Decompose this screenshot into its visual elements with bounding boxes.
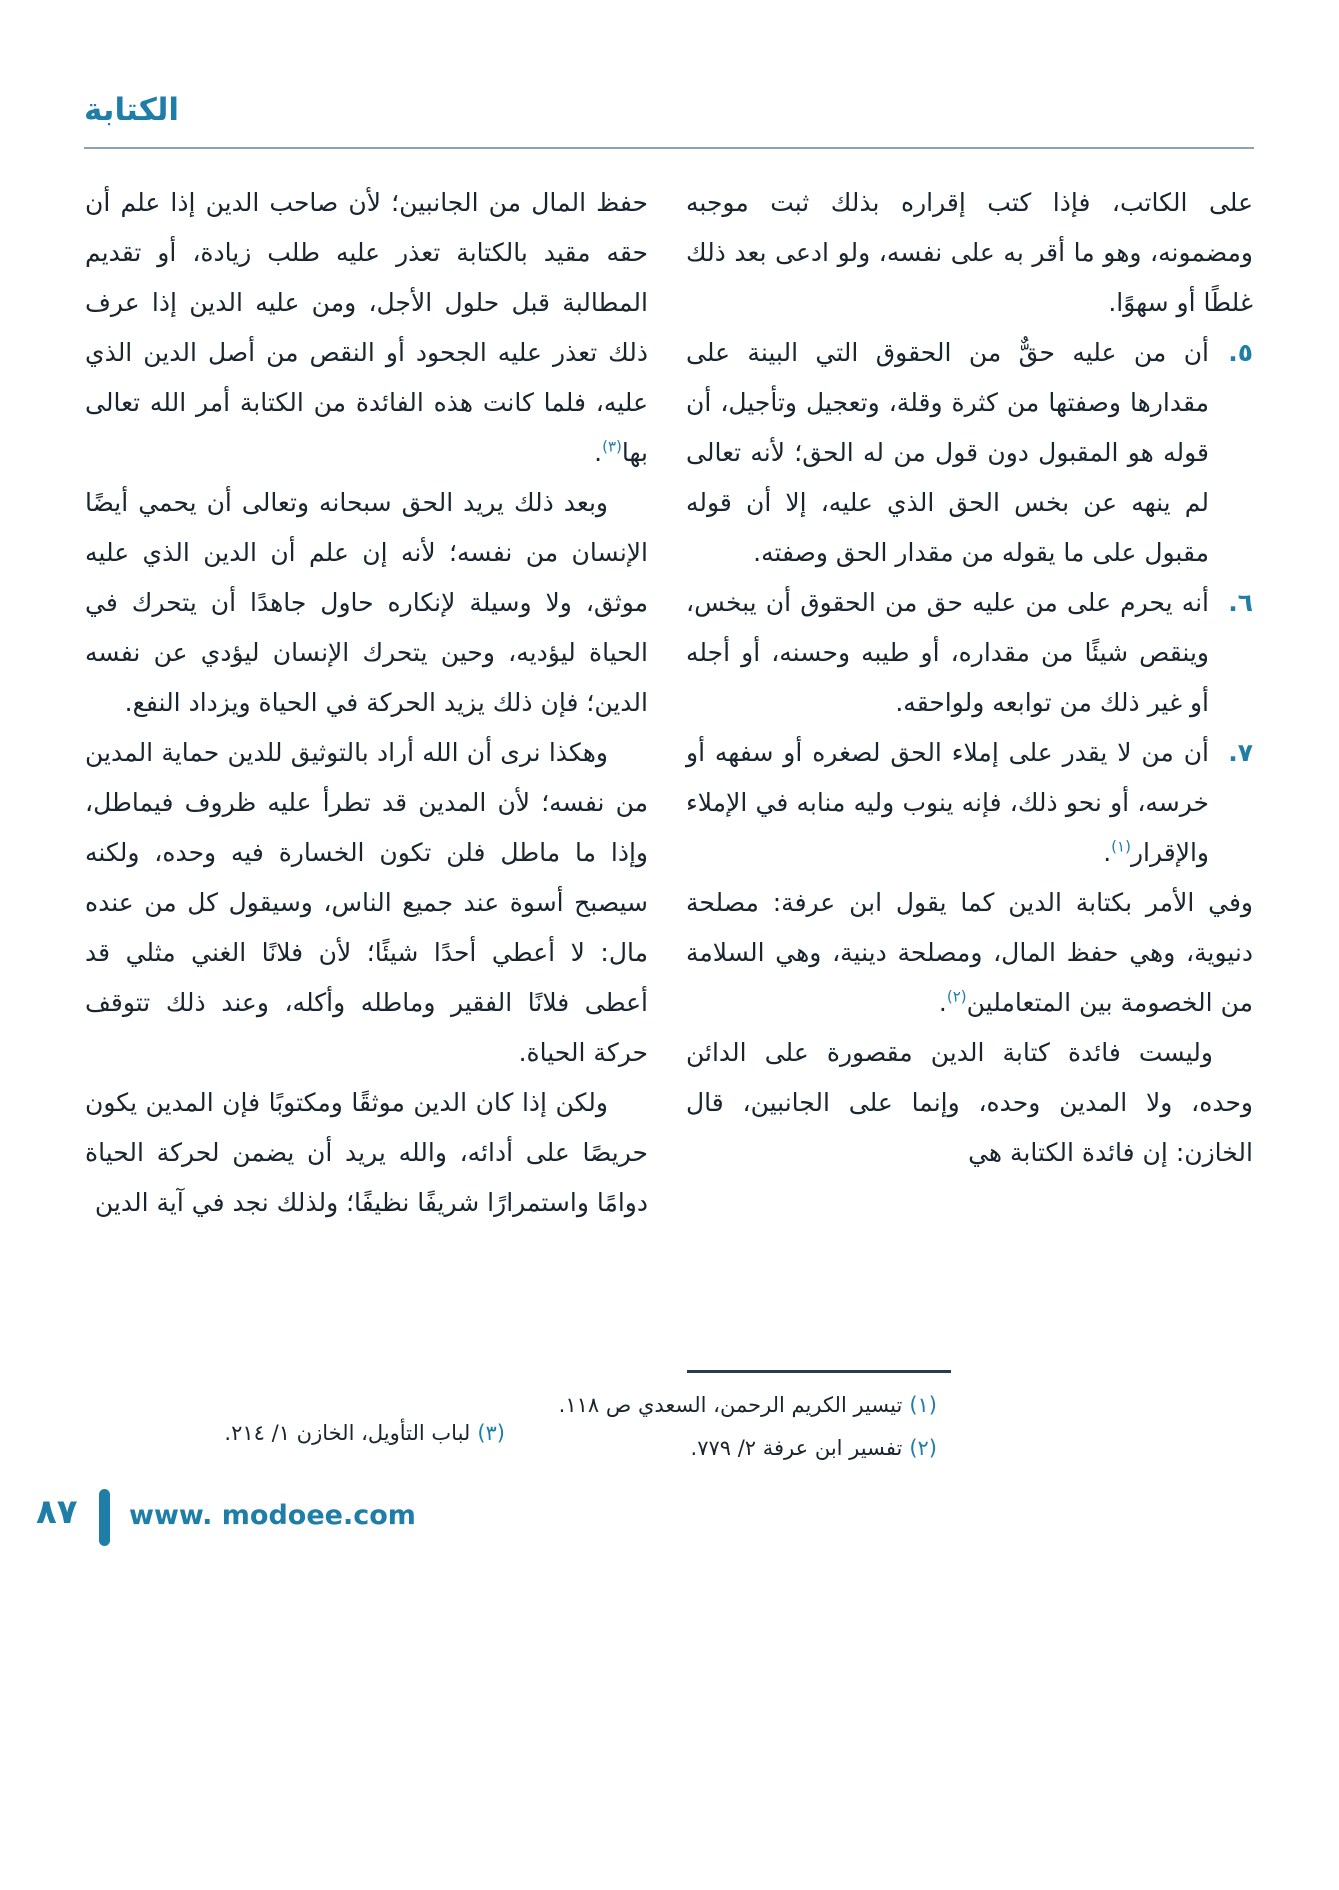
paragraph-text: على الكاتب، فإذا كتب إقراره بذلك ثبت موجبه ومضمونه، وهو ما أقر به على نفسه، ولو ادعى بعد ذلك غلطًا أو سهوًا. [686, 188, 1253, 317]
paragraph [85, 1078, 648, 1228]
item-tail: . [1103, 838, 1112, 867]
item-text: أنه يحرم على من عليه حق من الحقوق أن يبخس، وينقص شيئًا من مقداره، أو طيبه وحسنه، أو أجله أو غير ذلك من توابعه ولواحقه. [686, 588, 1209, 717]
paragraph-tail: . [594, 438, 603, 467]
item-number: ٧. [1228, 738, 1253, 767]
right-footnotes [559, 1384, 937, 1470]
item-text: أن من لا يقدر على إملاء الحق لصغره أو سفهه أو خرسه، أو نحو ذلك، فإنه ينوب وليه منابه في الإملاء والإقرار [686, 738, 1209, 867]
website-url: www. modoee.com [129, 1500, 416, 1531]
footnote-ref-3: (٣) [602, 437, 622, 456]
paragraph-text: ولكن إذا كان الدين موثقًا ومكتوبًا فإن المدين يكون حريصًا على أدائه، والله يريد أن يضمن لحركة الحياة دوامًا واستمرارًا شريفًا نظيفًا؛ ولذلك نجد في آية الدين [85, 1088, 648, 1217]
paragraph [85, 478, 648, 728]
item-text: أن من عليه حقٌّ من الحقوق التي البينة على مقدارها وصفتها من كثرة وقلة، وتعجيل وتأجيل، أن قوله هو المقبول دون قول من له الحق؛ لأنه تعالى لم ينهه عن بخس الحق الذي عليه، إلا أن قوله مقبول على ما يقوله من مقدار الحق وصفته. [686, 338, 1209, 567]
paragraph [686, 178, 1253, 328]
paragraph-text: وهكذا نرى أن الله أراد بالتوثيق للدين حماية المدين من نفسه؛ لأن المدين قد تطرأ عليه ظروف فيماطل، وإذا ما ماطل فلن تكون الخسارة فيه وحده، ولكنه سيصبح أسوة عند جميع الناس، وسيقول كل من عنده مال: لا أعطي أحدًا شيئًا؛ لأن فلانًا الغني مثلي قد أعطى فلانًا الفقير وماطله وأكله، وعند ذلك تتوقف حركة الحياة. [85, 738, 648, 1067]
header-divider [84, 147, 1254, 149]
footnote-text: لباب التأويل، الخازن ١/ ٢١٤. [224, 1421, 471, 1445]
paragraph [686, 878, 1253, 1028]
paragraph [85, 728, 648, 1078]
paragraph-text: وبعد ذلك يريد الحق سبحانه وتعالى أن يحمي أيضًا الإنسان من نفسه؛ لأنه إن علم أن الدين الذي عليه موثق، ولا وسيلة لإنكاره حاول جاهدًا أن يتحرك في الحياة ليؤديه، وحين يتحرك الإنسان ليؤدي عن نفسه الدين؛ فإن ذلك يزيد الحركة في الحياة ويزداد النفع. [85, 488, 648, 717]
footer-accent-bar [99, 1489, 110, 1546]
item-number: ٦. [1228, 588, 1253, 617]
paragraph-text: وفي الأمر بكتابة الدين كما يقول ابن عرفة: مصلحة دنيوية، وهي حفظ المال، ومصلحة دينية، وهي السلامة من الخصومة بين المتعاملين [686, 888, 1253, 1017]
footnote-text: تفسير ابن عرفة ٢/ ٧٧٩. [690, 1436, 903, 1460]
left-footnotes [224, 1412, 505, 1455]
paragraph-tail: . [938, 988, 947, 1017]
footnote-divider [687, 1370, 951, 1373]
left-column [85, 178, 648, 1228]
numbered-item-7 [686, 728, 1253, 878]
paragraph-text: وليست فائدة كتابة الدين مقصورة على الدائن وحده، ولا المدين وحده، وإنما على الجانبين، قال الخازن: إن فائدة الكتابة هي [686, 1038, 1253, 1167]
footnote-ref-2: (٢) [946, 987, 967, 1006]
item-number: ٥. [1228, 338, 1253, 367]
paragraph-text: حفظ المال من الجانبين؛ لأن صاحب الدين إذا علم أن حقه مقيد بالكتابة تعذر عليه طلب زيادة، أو تقديم المطالبة قبل حلول الأجل، ومن عليه الدين إذا عرف ذلك تعذر عليه الجحود أو النقص من أصل الدين الذي عليه، فلما كانت هذه الفائدة من الكتابة أمر الله تعالى بها [85, 188, 648, 467]
footnote-number: (٣) [477, 1421, 505, 1445]
page-number: ٨٧ [36, 1492, 78, 1532]
footnote [224, 1412, 505, 1455]
footnote [559, 1384, 937, 1427]
footnote-number: (١) [909, 1393, 937, 1417]
footnote-ref-1: (١) [1111, 837, 1131, 856]
paragraph [85, 178, 648, 478]
paragraph [686, 1028, 1253, 1178]
footnote-number: (٢) [909, 1436, 937, 1460]
chapter-title: الكتابة [84, 92, 180, 128]
footnote [559, 1427, 937, 1470]
numbered-item-6 [686, 578, 1253, 728]
footnote-text: تيسير الكريم الرحمن، السعدي ص ١١٨. [558, 1393, 903, 1417]
numbered-item-5 [686, 328, 1253, 578]
right-column [686, 178, 1253, 1178]
